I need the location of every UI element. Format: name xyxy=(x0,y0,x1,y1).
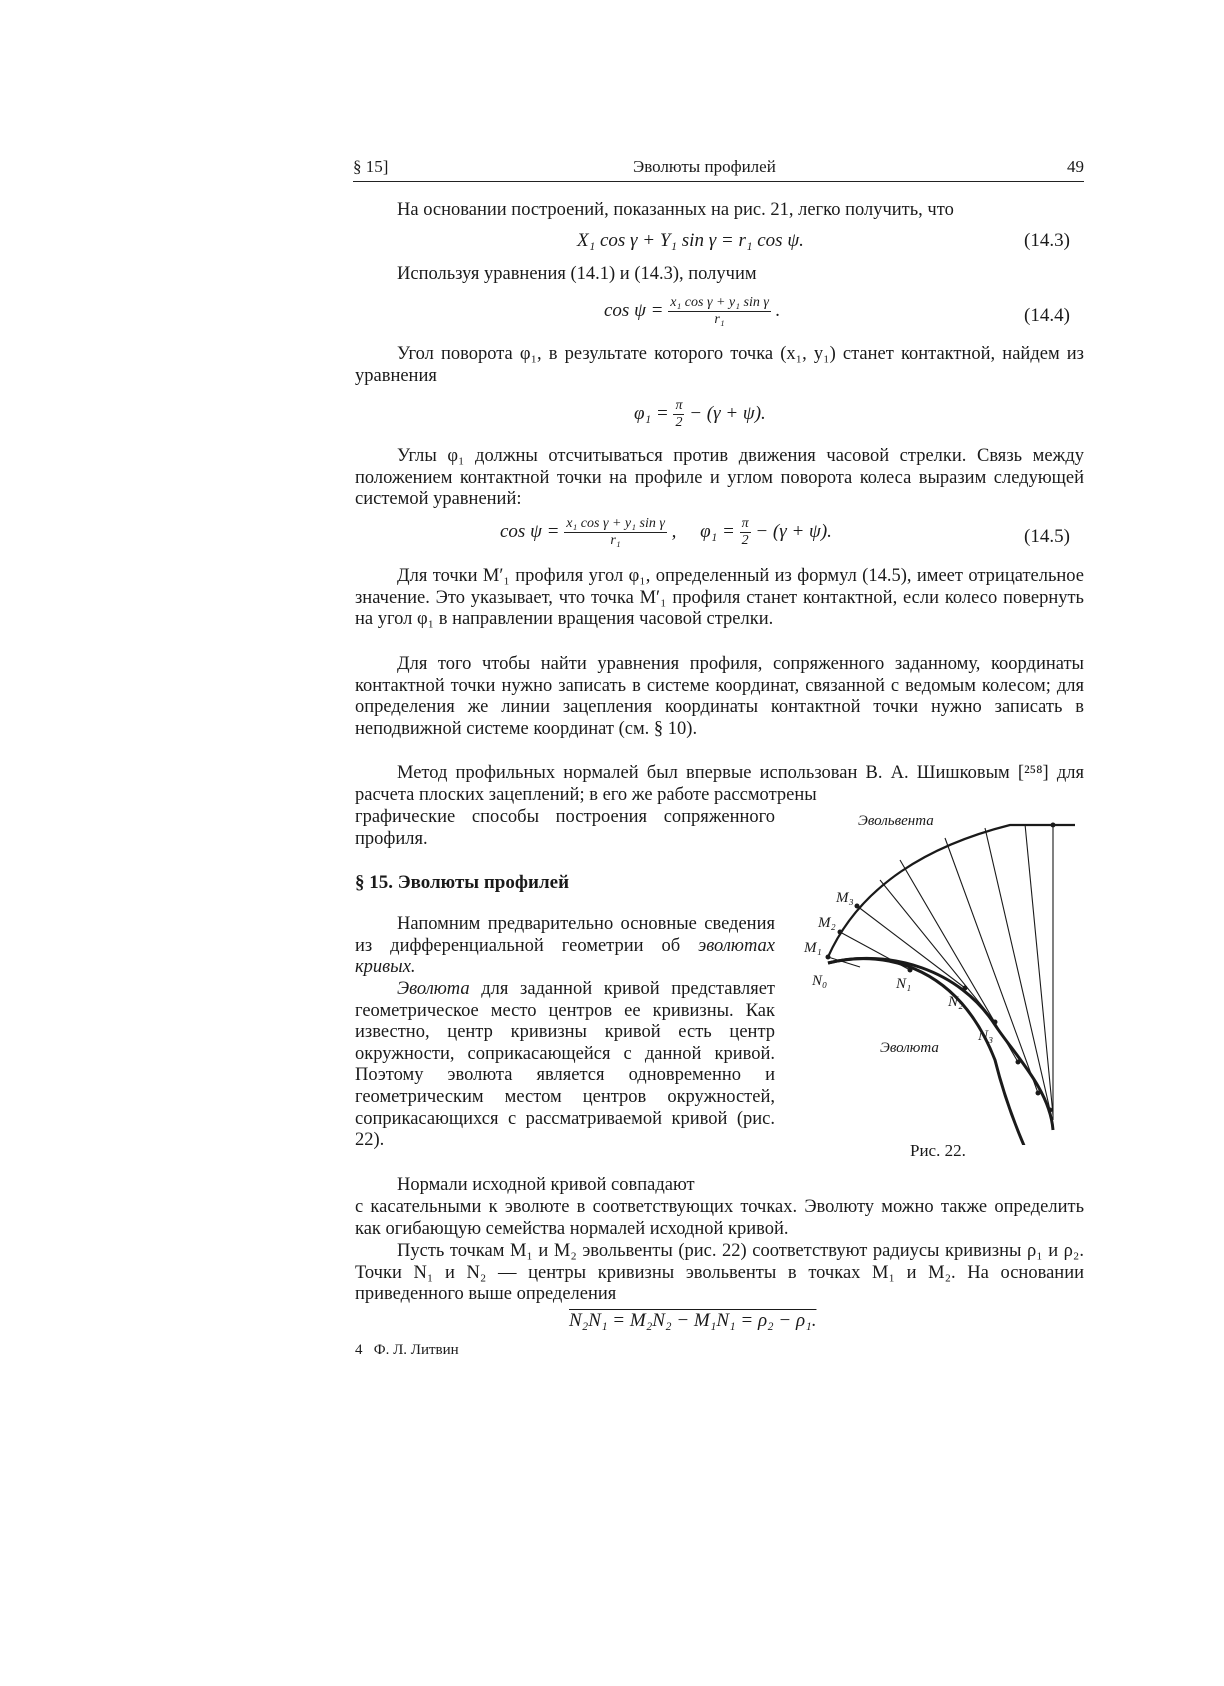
fraction xyxy=(564,516,667,549)
paragraph-6: Для того чтобы найти уравнения профиля, сопряженного заданному, координаты контактной точки нужно записать в системе координат, связанной с ведомым колесом; для определения же линии зацепления координаты контактной точки нужно записать в неподвижной системе координат (см. § 10). xyxy=(355,654,1084,739)
figure-caption: Рис. 22. xyxy=(910,1141,966,1160)
paragraph-3: Угол поворота φ₁, в результате которого точка (x₁, y₁) станет контактной, найдем из уравнения xyxy=(355,344,1084,386)
figure-22 xyxy=(800,810,1090,1145)
paragraph-10b: с касательными к эволюте в соответствующих точках. Эволюту можно также определить как огибающую семейства нормалей исходной кривой. xyxy=(355,1197,1084,1239)
equation-phi xyxy=(634,398,766,431)
label-n2: N₂ xyxy=(948,994,964,1010)
paragraph-5: Для точки M′₁ профиля угол φ₁, определенный из формул (14.5), имеет отрицательное значение. Это указывает, что точка M′₁ профиля станет контактной, если колесо повернуть на угол φ₁ в направлении вращения часовой стрелки. xyxy=(355,566,1084,630)
eq-lhs: φ₁ = xyxy=(634,402,669,424)
normal-line xyxy=(880,880,995,1022)
equation-number-14-3: (14.3) xyxy=(1024,230,1070,251)
eq-tail: . xyxy=(775,299,781,321)
fraction-denominator: r₁ xyxy=(610,533,621,548)
paragraph-7b: графические способы построения сопряженного профиля. xyxy=(355,807,775,849)
fraction-numerator: π xyxy=(741,516,749,531)
label-n0: N₀ xyxy=(812,973,828,989)
paragraph-11: Пусть точкам M₁ и M₂ эвольвенты (рис. 22) соответствуют радиусы кривизны ρ₁ и ρ₂. Точки N₁ и N₂ — центры кривизны эвольвенты в точках M₁ и M₂. На основании приведенного выше определения xyxy=(355,1241,1084,1305)
label-m3: M₃ xyxy=(836,890,854,906)
label-evolvent: Эвольвента xyxy=(858,813,934,829)
point-m1 xyxy=(826,955,831,960)
paragraph-10a: Нормали исходной кривой совпадают xyxy=(397,1175,695,1195)
label-n3: N₃ xyxy=(978,1028,994,1044)
header-title: Эволюты профилей xyxy=(633,157,776,176)
header-section: § 15] xyxy=(353,157,389,176)
equation-arc: N₂N₁ = M₂N₂ − M₁N₁ = ρ₂ − ρ₁. xyxy=(569,1310,817,1331)
label-n1: N₁ xyxy=(896,976,912,992)
paragraph-8-italic: эволютах кривых. xyxy=(355,935,775,978)
fraction-denominator: 2 xyxy=(741,533,749,548)
paragraph-8 xyxy=(355,914,775,979)
fraction xyxy=(668,295,771,328)
running-header xyxy=(353,157,1084,182)
fraction-denominator: r₁ xyxy=(714,312,725,327)
label-m2: M₂ xyxy=(818,915,836,931)
paragraph-2: Используя уравнения (14.1) и (14.3), получим xyxy=(397,264,757,284)
term-evolute: Эволюта xyxy=(397,979,470,999)
eq-tail: − (γ + ψ). xyxy=(755,520,832,542)
section-title: § 15. Эволюты профилей xyxy=(355,872,570,893)
fraction-numerator: x₁ cos γ + y₁ sin γ xyxy=(566,516,665,531)
fraction-denominator: 2 xyxy=(675,415,683,430)
paragraph-9-text: для заданной кривой представляет геометрическое место центров ее кривизны. Как известно, центр кривизны кривой есть центр окружности, соприкасающейся с данной кривой. Поэтому эволюта является одновременно и геометрическим местом центров окружностей, соприкасающихся с рассматриваемой кривой (рис. 22). xyxy=(355,979,775,1151)
footer-signature: 4 Ф. Л. Литвин xyxy=(355,1342,459,1358)
fraction-numerator: x₁ cos γ + y₁ sin γ xyxy=(670,295,769,310)
label-m1: M₁ xyxy=(804,940,822,956)
fraction xyxy=(673,398,684,431)
point-n1 xyxy=(908,968,913,973)
fraction xyxy=(740,516,751,549)
equation-number-14-5: (14.5) xyxy=(1024,526,1070,547)
normal-line xyxy=(985,828,1050,1110)
eq-lhs: cos ψ = xyxy=(604,299,664,321)
eq-lhs: cos ψ = xyxy=(500,520,560,542)
eq-tail: − (γ + ψ). xyxy=(689,402,766,424)
label-evolute: Эволюта xyxy=(880,1040,939,1056)
equation-14-3: X₁ cos γ + Y₁ sin γ = r₁ cos ψ. xyxy=(577,230,804,251)
page-number: 49 xyxy=(1067,157,1084,176)
evolvent-curve xyxy=(828,825,1075,957)
paragraph-7a: Метод профильных нормалей был впервые использован В. А. Шишковым [²⁵⁸] для расчета плоских зацеплений; в его же работе рассмотрены xyxy=(355,763,1084,805)
equation-number-14-4: (14.4) xyxy=(1024,305,1070,326)
paragraph-1: На основании построений, показанных на рис. 21, легко получить, что xyxy=(397,200,954,220)
equation-14-4 xyxy=(604,295,780,328)
paragraph-9 xyxy=(355,979,775,1152)
paragraph-8-text: Напомним предварительно основные сведения из дифференциальной геометрии об xyxy=(355,914,775,956)
point-axis-top xyxy=(1051,823,1056,828)
fraction-numerator: π xyxy=(675,398,683,413)
point-m2 xyxy=(838,930,843,935)
eq-mid: , φ₁ = xyxy=(671,520,735,542)
paragraph-4: Углы φ₁ должны отсчитываться против движения часовой стрелки. Связь между положением контактной точки на профиле и углом поворота колеса выразим следующей системой уравнений: xyxy=(355,446,1084,510)
point-m3 xyxy=(855,904,860,909)
equation-14-5 xyxy=(500,516,832,549)
